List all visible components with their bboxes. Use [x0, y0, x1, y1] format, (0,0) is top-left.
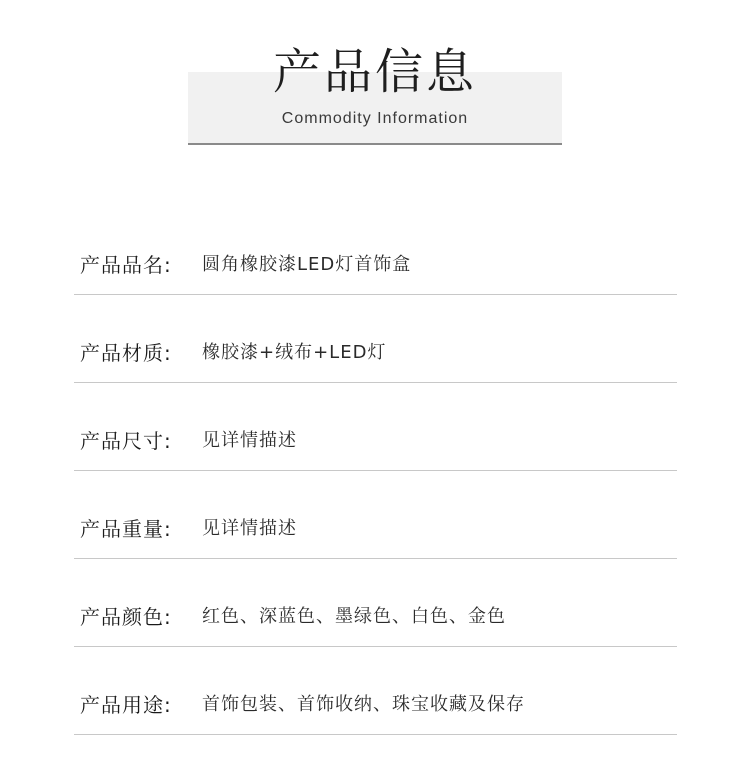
info-value: 见详情描述: [202, 430, 297, 451]
product-info-list: [74, 207, 677, 735]
info-value: 见详情描述: [202, 518, 297, 539]
info-label: 产品重量:: [80, 517, 172, 541]
info-label: 产品品名:: [80, 253, 172, 277]
info-row-color: [74, 559, 677, 647]
info-label: 产品材质:: [80, 341, 172, 365]
info-value: 首饰包装、首饰收纳、珠宝收藏及保存: [202, 694, 525, 715]
info-value: 红色、深蓝色、墨绿色、白色、金色: [202, 606, 506, 627]
page-subtitle: Commodity Information: [281, 110, 469, 127]
page-title: 产品信息: [272, 44, 477, 100]
info-label: 产品用途:: [80, 693, 172, 717]
info-value: 橡胶漆+绒布+LED灯: [202, 342, 387, 363]
info-label: 产品尺寸:: [80, 429, 172, 453]
info-row-name: [74, 207, 677, 295]
info-row-material: [74, 295, 677, 383]
info-row-usage: [74, 647, 677, 735]
info-label: 产品颜色:: [80, 605, 172, 629]
info-row-weight: [74, 471, 677, 559]
info-value: 圆角橡胶漆LED灯首饰盒: [202, 254, 412, 275]
info-row-size: [74, 383, 677, 471]
